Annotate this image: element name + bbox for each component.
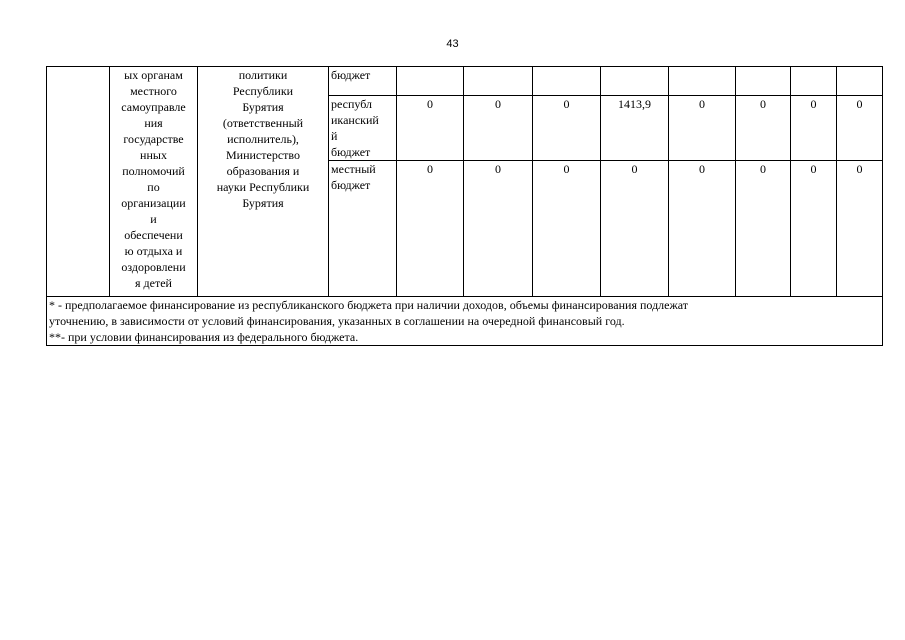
cell-text-line: республ bbox=[331, 97, 373, 111]
footnote-cell bbox=[47, 297, 883, 346]
value-cell: 0 bbox=[669, 161, 736, 297]
cell-text-line: ю отдыха и bbox=[124, 244, 183, 258]
cell-text-line: и bbox=[150, 212, 157, 226]
cell-text-line: политики bbox=[238, 68, 288, 82]
page-number: 43 bbox=[446, 38, 459, 50]
cell-text-line: Бурятия bbox=[242, 196, 284, 210]
source-cell bbox=[329, 161, 397, 297]
cell-text-line: государстве bbox=[123, 132, 184, 146]
cell-text-line: (ответственный bbox=[222, 116, 304, 130]
source-cell bbox=[329, 67, 397, 96]
footnote-row bbox=[47, 297, 883, 346]
value-cell: 0 bbox=[533, 161, 601, 297]
cell-text-line: полномочий bbox=[122, 164, 185, 178]
cell-text-line: ых органам bbox=[124, 68, 183, 82]
value-cell: 0 bbox=[837, 161, 883, 297]
footnote-line: * - предполагаемое финансирование из республиканского бюджета при наличии доходов, объемы финансирования подлежат bbox=[49, 298, 689, 312]
value-cell: 0 bbox=[791, 96, 837, 161]
value-cell: 0 bbox=[669, 96, 736, 161]
value-cell bbox=[791, 67, 837, 96]
cell-text-line: по bbox=[147, 180, 160, 194]
cell-text-line: й bbox=[331, 129, 338, 143]
cell-text-line: Бурятия bbox=[242, 100, 284, 114]
value-cell: 0 bbox=[837, 96, 883, 161]
footnote-line: **- при условии финансирования из федерального бюджета. bbox=[49, 330, 359, 344]
value-cell: 0 bbox=[397, 161, 464, 297]
budget-table bbox=[46, 66, 883, 346]
table-row bbox=[47, 67, 883, 96]
cell-text-line: ния bbox=[144, 116, 163, 130]
cell-text-line: самоуправле bbox=[121, 100, 186, 114]
cell-text-line: науки Республики bbox=[216, 180, 310, 194]
value-cell: 0 bbox=[533, 96, 601, 161]
cell-text-line: местного bbox=[130, 84, 177, 98]
cell-text-line: оздоровлени bbox=[121, 260, 186, 274]
value-cell: 0 bbox=[464, 161, 533, 297]
cell-text-line: бюджет bbox=[331, 68, 371, 82]
number-cell bbox=[47, 67, 110, 297]
value-cell: 0 bbox=[397, 96, 464, 161]
value-cell bbox=[601, 67, 669, 96]
cell-text-line: бюджет bbox=[331, 178, 371, 192]
value-cell bbox=[397, 67, 464, 96]
cell-text-line: Республики bbox=[232, 84, 294, 98]
value-cell: 0 bbox=[464, 96, 533, 161]
value-cell bbox=[533, 67, 601, 96]
value-cell: 0 bbox=[736, 161, 791, 297]
cell-text-line: образования и bbox=[226, 164, 300, 178]
value-cell bbox=[669, 67, 736, 96]
cell-text-line: Министерство bbox=[226, 148, 300, 162]
value-cell: 0 bbox=[736, 96, 791, 161]
cell-text-line: иканский bbox=[331, 113, 379, 127]
cell-text-line: организации bbox=[121, 196, 186, 210]
value-cell: 0 bbox=[601, 161, 669, 297]
value-cell: 1413,9 bbox=[601, 96, 669, 161]
executor-cell bbox=[198, 67, 329, 297]
value-cell bbox=[837, 67, 883, 96]
footnote-line: уточнению, в зависимости от условий финансирования, указанных в соглашении на очередной финансовый год. bbox=[49, 314, 625, 328]
value-cell: 0 bbox=[791, 161, 837, 297]
cell-text-line: обеспечени bbox=[124, 228, 183, 242]
cell-text-line: нных bbox=[140, 148, 167, 162]
activity-cell bbox=[110, 67, 198, 297]
value-cell bbox=[464, 67, 533, 96]
cell-text-line: местный bbox=[331, 162, 376, 176]
source-cell bbox=[329, 96, 397, 161]
cell-text-line: исполнитель), bbox=[227, 132, 299, 146]
cell-text-line: бюджет bbox=[331, 145, 371, 159]
value-cell bbox=[736, 67, 791, 96]
cell-text-line: я детей bbox=[135, 276, 172, 290]
